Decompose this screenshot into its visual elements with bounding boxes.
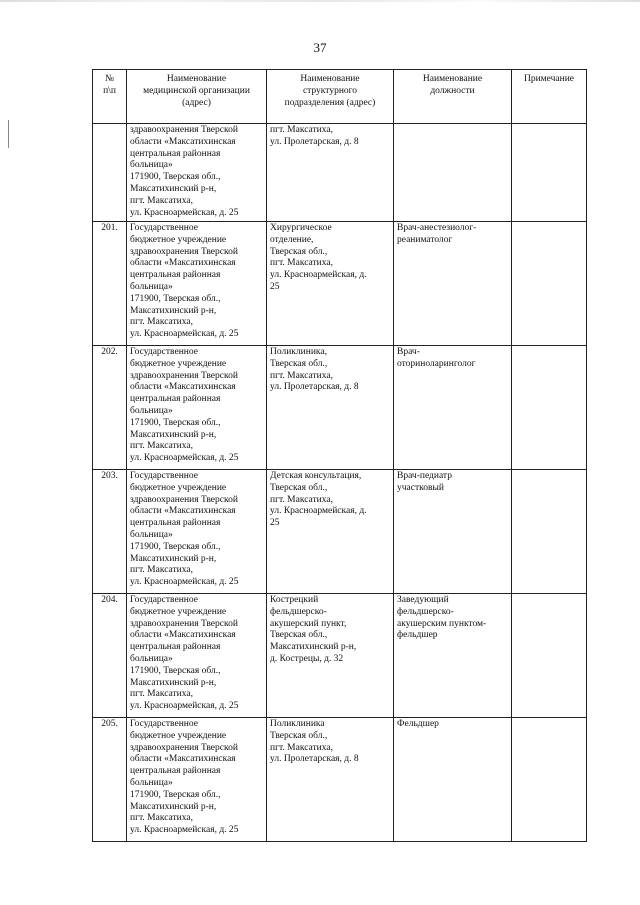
table-row <box>93 594 587 718</box>
row-number <box>93 124 127 222</box>
table-header-row <box>93 70 587 124</box>
row-note <box>512 718 587 842</box>
header-number: № п\п <box>93 70 127 124</box>
row-organization: Государственное бюджетное учреждение здравоохранения Тверской области «Максатихинская центральная районная больница» 171900, Тверская обл., Максатихинский р-н, пгт. Максатиха, ул. Красноармейская, д. 25 <box>127 718 267 842</box>
header-position: Наименование должности <box>394 70 512 124</box>
positions-table <box>92 69 587 842</box>
row-number: 202. <box>93 346 127 470</box>
row-number: 201. <box>93 222 127 346</box>
row-organization: Государственное бюджетное учреждение здравоохранения Тверской области «Максатихинская центральная районная больница» 171900, Тверская обл., Максатихинский р-н, пгт. Максатиха, ул. Красноармейская, д. 25 <box>127 470 267 594</box>
row-note <box>512 124 587 222</box>
header-note: Примечание <box>512 70 587 124</box>
table-row <box>93 124 587 222</box>
row-number: 205. <box>93 718 127 842</box>
row-note <box>512 222 587 346</box>
table-row <box>93 346 587 470</box>
table-row <box>93 222 587 346</box>
row-unit: Поликлиника Тверская обл., пгт. Максатиха, ул. Пролетарская, д. 8 <box>267 718 394 842</box>
row-position: Врач-анестезиолог- реаниматолог <box>394 222 512 346</box>
row-unit: Кострецкий фельдшерско- акушерский пункт, Тверская обл., Максатихинский р-н, д. Кострецы, д. 32 <box>267 594 394 718</box>
margin-mark <box>8 120 9 148</box>
table-row <box>93 718 587 842</box>
table-row <box>93 470 587 594</box>
row-position: Врач- оториноларинголог <box>394 346 512 470</box>
row-note <box>512 470 587 594</box>
scan-edge-line <box>0 0 640 2</box>
row-position: Заведующий фельдшерско- акушерским пунктом- фельдшер <box>394 594 512 718</box>
row-number: 204. <box>93 594 127 718</box>
row-position <box>394 124 512 222</box>
row-organization: Государственное бюджетное учреждение здравоохранения Тверской области «Максатихинская центральная районная больница» 171900, Тверская обл., Максатихинский р-н, пгт. Максатиха, ул. Красноармейская, д. 25 <box>127 346 267 470</box>
row-unit: Детская консультация, Тверская обл., пгт. Максатиха, ул. Красноармейская, д. 25 <box>267 470 394 594</box>
row-position: Фельдшер <box>394 718 512 842</box>
header-unit: Наименование структурного подразделения (адрес) <box>267 70 394 124</box>
row-note <box>512 594 587 718</box>
page-number: 37 <box>313 40 327 55</box>
row-unit: пгт. Максатиха, ул. Пролетарская, д. 8 <box>267 124 394 222</box>
row-organization: Государственное бюджетное учреждение здравоохранения Тверской области «Максатихинская центральная районная больница» 171900, Тверская обл., Максатихинский р-н, пгт. Максатиха, ул. Красноармейская, д. 25 <box>127 594 267 718</box>
row-number: 203. <box>93 470 127 594</box>
row-unit: Хирургическое отделение, Тверская обл., пгт. Максатиха, ул. Красноармейская, д. 25 <box>267 222 394 346</box>
row-unit: Поликлиника, Тверская обл., пгт. Максатиха, ул. Пролетарская, д. 8 <box>267 346 394 470</box>
row-position: Врач-педиатр участковый <box>394 470 512 594</box>
row-organization: Государственное бюджетное учреждение здравоохранения Тверской области «Максатихинская центральная районная больница» 171900, Тверская обл., Максатихинский р-н, пгт. Максатиха, ул. Красноармейская, д. 25 <box>127 222 267 346</box>
header-organization: Наименование медицинской организации (адрес) <box>127 70 267 124</box>
row-note <box>512 346 587 470</box>
row-organization: здравоохранения Тверской области «Максатихинская центральная районная больница» 171900, Тверская обл., Максатихинский р-н, пгт. Максатиха, ул. Красноармейская, д. 25 <box>127 124 267 222</box>
